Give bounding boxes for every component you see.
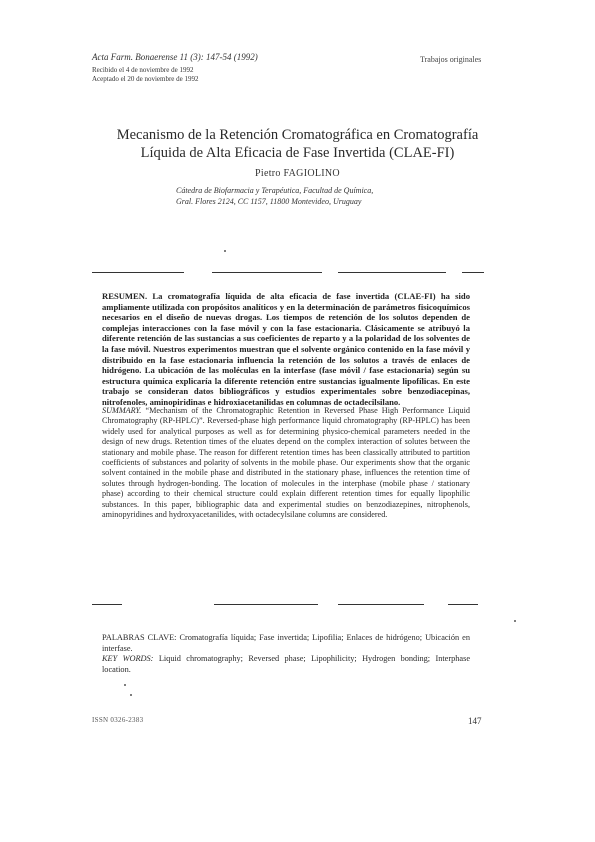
divider-rule bbox=[92, 604, 122, 605]
journal-citation: Acta Farm. Bonaerense 11 (3): 147-54 (1992) bbox=[92, 52, 258, 62]
keywords-en-text: Liquid chromatography; Reversed phase; Lipophilicity; Hydrogen bonding; Interphase location. bbox=[102, 654, 471, 674]
divider-rule bbox=[462, 272, 484, 273]
article-section-label: Trabajos originales bbox=[420, 55, 482, 64]
divider-rule bbox=[92, 272, 184, 273]
scan-speck bbox=[514, 620, 516, 622]
scan-speck bbox=[224, 250, 226, 252]
divider-rule bbox=[448, 604, 478, 605]
summary-paragraph bbox=[102, 406, 470, 520]
title-line-2: Líquida de Alta Eficacia de Fase Invertida (CLAE-FI) bbox=[140, 145, 455, 161]
divider-rule bbox=[214, 604, 318, 605]
keywords-en-label: KEY WORDS: bbox=[102, 654, 154, 664]
accepted-date: Aceptado el 20 de noviembre de 1992 bbox=[92, 75, 199, 83]
summary-text: “Mechanism of the Chromatographic Retention in Reversed Phase High Performance Liquid Chromatography (RP-HPLC)”. Reversed-phase high performance liquid chromatography (RP-HPLC) has been widely used for analytical purposes as well as for determining physico-chemical parameters needed in the design of new drugs. Retention times of the eluates depend on the complex interaction of solutes between the stationary and mobile phase. The reason for different retention times has been classically attributed to partition coefficients of substances and polarity of solvents in the mobile phase. Our experiments show that the organic solvent contained in the mobile phase and distributed in the stationary phase, influences the retention time of solutes through hydrogen-bonding. The location of molecules in the interphase (mobile phase / stationary phase) according to their chemical structure could explain different retention times for equally lipophilic substances. In this paper, bibliographic data and experimental studies on benzodiazepines, nitrophenols, aminopyridines and hydroxyacetanilides, with octadecylsilane columns are considered. bbox=[102, 406, 471, 520]
keywords-es-text: Cromatografía líquida; Fase invertida; Lipofilia; Enlaces de hidrógeno; Ubicación en interfase. bbox=[102, 633, 470, 653]
author-name: Pietro FAGIOLINO bbox=[255, 168, 340, 179]
article-title bbox=[60, 126, 535, 162]
affiliation-line-1: Cátedra de Biofarmacia y Terapéutica, Facultad de Química, bbox=[176, 186, 374, 195]
scan-speck bbox=[124, 684, 126, 686]
article-dates bbox=[92, 66, 199, 84]
issn-number: ISSN 0326-2383 bbox=[92, 716, 144, 724]
divider-rule bbox=[338, 604, 424, 605]
divider-rule bbox=[212, 272, 322, 273]
page-number: 147 bbox=[468, 716, 482, 726]
affiliation-line-2: Gral. Flores 2124, CC 1157, 11800 Montevideo, Uruguay bbox=[176, 197, 362, 206]
title-line-1: Mecanismo de la Retención Cromatográfica en Cromatografía bbox=[116, 127, 479, 143]
keywords-spanish bbox=[102, 633, 470, 654]
keywords-block bbox=[102, 633, 470, 675]
received-date: Recibido el 4 de noviembre de 1992 bbox=[92, 66, 194, 74]
author-affiliation bbox=[176, 185, 373, 207]
divider-rule bbox=[338, 272, 446, 273]
keywords-english bbox=[102, 654, 470, 675]
scan-speck bbox=[130, 694, 132, 696]
resumen-label: RESUMEN. bbox=[102, 291, 148, 301]
summary-label: SUMMARY. bbox=[102, 406, 142, 415]
resumen-text: La cromatografía líquida de alta eficacia de fase invertida (CLAE-FI) ha sido ampliamente utilizada con propósitos analíticos y en la determinación de parámetros fisicoquímicos necesarios en el diseño de nuevas drogas. Los tiempos de retención de los solutos dependen de complejas interacciones con la fase móvil y con la fase estacionaria. Clásicamente se atribuyó la diferente retención de las sustancias a sus coeficientes de reparto y a la polaridad de los solventes de la fase móvil. Nuestros experimentos muestran que el solvente orgánico contenido en la fase móvil y distribuido en la fase estacionaria influencia la retención de los solutos a través de enlaces de hidrógeno. La ubicación de las moléculas en la interfase (fase móvil / fase estacionaria) según su estructura química explicaría la diferente retención entre sustancias igualmente lipofílicas. En este trabajo se consideran datos bibliográficos y estudios experimentales sobre benzodiacepinas, nitrofenoles, aminopiridinas e hidroxiacetanilidas en columnas de octadecilsilano. bbox=[102, 291, 470, 407]
keywords-es-label: PALABRAS CLAVE: bbox=[102, 633, 177, 642]
resumen-paragraph bbox=[102, 291, 470, 408]
